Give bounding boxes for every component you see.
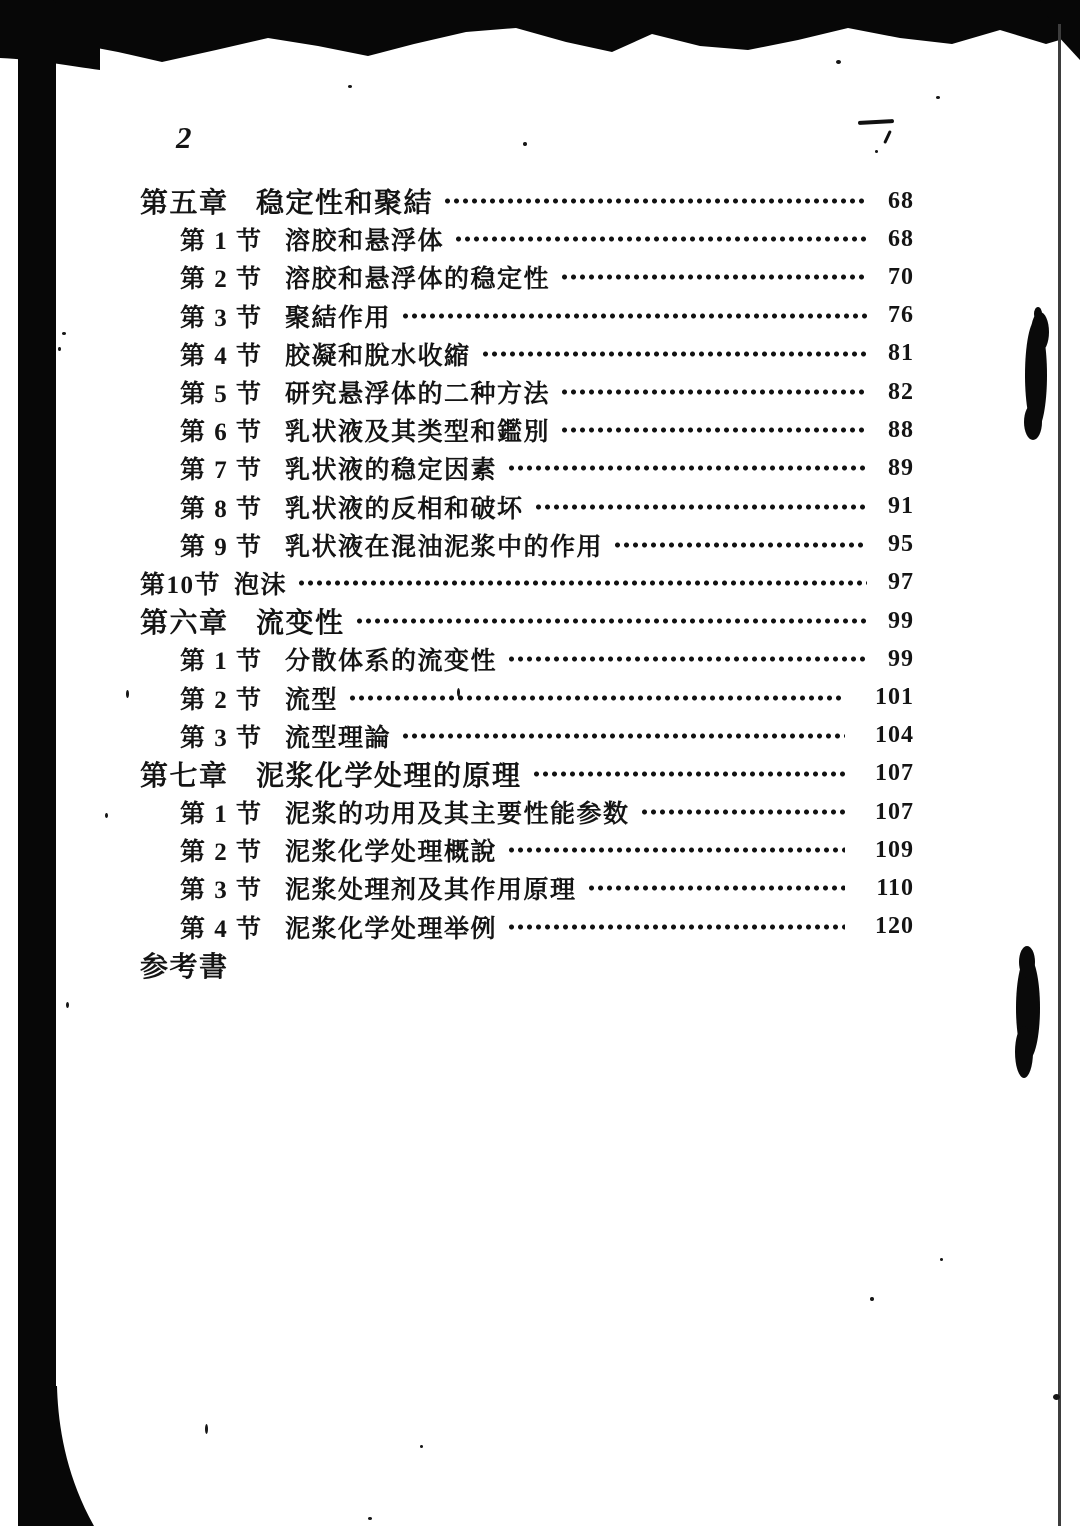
toc-entry-page-number: 91: [888, 493, 914, 520]
toc-entry-label: 第 9 节: [180, 533, 263, 561]
ink-speck: [368, 1517, 372, 1520]
toc-section-row: [140, 717, 914, 755]
toc-entry-page-number: 76: [888, 302, 914, 329]
toc-entry-page-number: 97: [888, 569, 914, 596]
toc-entry-label: 第 2 节: [180, 839, 263, 867]
ink-speck: [940, 1258, 943, 1261]
ink-speck: [523, 142, 527, 146]
dot-leader: [558, 423, 867, 437]
ink-speck: [58, 347, 61, 351]
toc-chapter-row: [140, 755, 914, 793]
ink-speck: [875, 150, 878, 153]
ink-speck: [1053, 1394, 1060, 1400]
toc-section-row: [140, 678, 914, 716]
toc-entry-title: 胶凝和脫水收縮: [285, 342, 471, 370]
pen-mark: [858, 119, 894, 125]
pen-mark: [883, 130, 892, 144]
toc-entry-title: 研究悬浮体的二种方法: [285, 381, 551, 409]
toc-entry-title: 分散体系的流变性: [285, 648, 498, 676]
scan-edge-left: [18, 0, 56, 1526]
toc-entry-page-number: 89: [888, 454, 914, 481]
toc-entry-label: 第六章: [140, 608, 229, 640]
toc-entry-label: 第七章: [140, 760, 229, 792]
toc-entry-page-number: 120: [875, 913, 914, 940]
dot-leader: [353, 614, 867, 628]
toc-section-row: [140, 449, 914, 487]
toc-entry-label: 第 6 节: [180, 419, 263, 447]
toc-entry-page-number: 88: [888, 416, 914, 443]
ink-speck: [870, 1297, 874, 1301]
dot-leader: [295, 576, 867, 590]
toc-entry-title: 溶胶和悬浮体的稳定性: [285, 266, 551, 294]
dot-leader: [585, 881, 845, 895]
toc-entry-page-number: 95: [888, 531, 914, 558]
ink-speck: [457, 688, 460, 697]
toc-entry-title: 泥浆处理剂及其作用原理: [285, 877, 577, 905]
toc-chapter-row: [140, 602, 914, 640]
page-edge-line: [1058, 24, 1061, 1526]
dot-leader: [505, 652, 867, 666]
toc-section-row: [140, 220, 914, 258]
toc-entry-page-number: 68: [888, 225, 914, 252]
toc-entry-title: 泥浆的功用及其主要性能参数: [285, 801, 630, 829]
dot-leader: [441, 194, 867, 208]
toc-section-row: [140, 488, 914, 526]
table-of-contents: [140, 182, 914, 984]
toc-entry-page-number: 107: [875, 798, 914, 825]
page-number: 2: [176, 120, 193, 155]
toc-section-row: [140, 526, 914, 564]
toc-entry-label: 第五章: [140, 188, 229, 220]
dot-leader: [558, 270, 867, 284]
scan-edge-top: [0, 0, 1080, 90]
toc-entry-title: 流变性: [256, 608, 345, 640]
toc-entry-label: 第 4 节: [180, 915, 263, 943]
toc-entry-label: 第 2 节: [180, 686, 263, 714]
toc-entry-title: 稳定性和聚結: [256, 188, 434, 220]
toc-entry-label: 参考書: [140, 951, 229, 983]
dot-leader: [399, 309, 867, 323]
ink-blob: [998, 940, 1058, 1085]
toc-section-row: [140, 869, 914, 907]
toc-entry-label: 第 3 节: [180, 877, 263, 905]
toc-section-row: [140, 640, 914, 678]
ink-speck: [836, 60, 841, 64]
toc-entry-title: 流型理論: [285, 724, 392, 752]
toc-entry-label: 第 1 节: [180, 801, 263, 829]
toc-entry-label: 第 3 节: [180, 724, 263, 752]
toc-section-row: [140, 831, 914, 869]
ink-speck: [105, 813, 108, 818]
ink-speck: [126, 690, 129, 698]
toc-entry-page-number: 110: [876, 874, 914, 901]
toc-entry-label: 第10节: [140, 571, 222, 599]
ink-speck: [348, 85, 352, 88]
dot-leader: [505, 843, 845, 857]
toc-entry-label: 第 4 节: [180, 342, 263, 370]
toc-entry-label: 第 8 节: [180, 495, 263, 523]
ink-speck: [66, 1002, 69, 1008]
toc-section-row: [140, 335, 914, 373]
toc-entry-page-number: 107: [875, 760, 914, 787]
toc-entry-title: 乳状液及其类型和鑑別: [285, 419, 551, 447]
toc-entry-page-number: 68: [888, 187, 914, 214]
toc-section-row: [140, 793, 914, 831]
dot-leader: [505, 920, 845, 934]
toc-section-row: [140, 564, 914, 602]
toc-entry-page-number: 109: [875, 836, 914, 863]
toc-entry-title: 乳状液的稳定因素: [285, 457, 498, 485]
dot-leader: [479, 347, 867, 361]
toc-section-row: [140, 908, 914, 946]
toc-entry-label: 第 5 节: [180, 381, 263, 409]
toc-entry-page-number: 99: [888, 607, 914, 634]
toc-entry-title: 泥浆化学处理的原理: [256, 760, 522, 792]
toc-entry-title: 溶胶和悬浮体: [285, 228, 445, 256]
toc-entry-page-number: 104: [875, 722, 914, 749]
dot-leader: [611, 538, 867, 552]
toc-entry-title: 聚結作用: [285, 304, 392, 332]
toc-section-row: [140, 258, 914, 296]
dot-leader: [532, 500, 867, 514]
toc-entry-label: 第 3 节: [180, 304, 263, 332]
toc-entry-page-number: 81: [888, 340, 914, 367]
toc-entry-title: 泡沫: [234, 571, 288, 599]
toc-entry-label: 第 1 节: [180, 228, 263, 256]
ink-speck: [420, 1445, 423, 1448]
dot-leader: [346, 691, 845, 705]
toc-chapter-row: [140, 182, 914, 220]
ink-speck: [62, 332, 66, 335]
toc-section-row: [140, 411, 914, 449]
dot-leader: [530, 767, 845, 781]
ink-speck: [205, 1424, 208, 1434]
toc-entry-page-number: 99: [888, 645, 914, 672]
toc-entry-title: 流型: [285, 686, 339, 714]
toc-entry-page-number: 70: [888, 263, 914, 290]
toc-chapter-row: [140, 946, 914, 984]
toc-entry-label: 第 1 节: [180, 648, 263, 676]
toc-section-row: [140, 373, 914, 411]
dot-leader: [399, 729, 845, 743]
toc-section-row: [140, 297, 914, 335]
dot-leader: [505, 461, 867, 475]
toc-entry-title: 乳状液的反相和破坏: [285, 495, 524, 523]
dot-leader: [452, 232, 867, 246]
toc-entry-label: 第 7 节: [180, 457, 263, 485]
toc-entry-page-number: 101: [875, 684, 914, 711]
toc-entry-title: 乳状液在混油泥浆中的作用: [285, 533, 604, 561]
dot-leader: [558, 385, 867, 399]
toc-entry-title: 泥浆化学处理举例: [285, 915, 498, 943]
toc-entry-title: 泥浆化学处理概說: [285, 839, 498, 867]
dot-leader: [638, 805, 845, 819]
toc-entry-label: 第 2 节: [180, 266, 263, 294]
ink-speck: [936, 96, 940, 99]
toc-entry-page-number: 82: [888, 378, 914, 405]
